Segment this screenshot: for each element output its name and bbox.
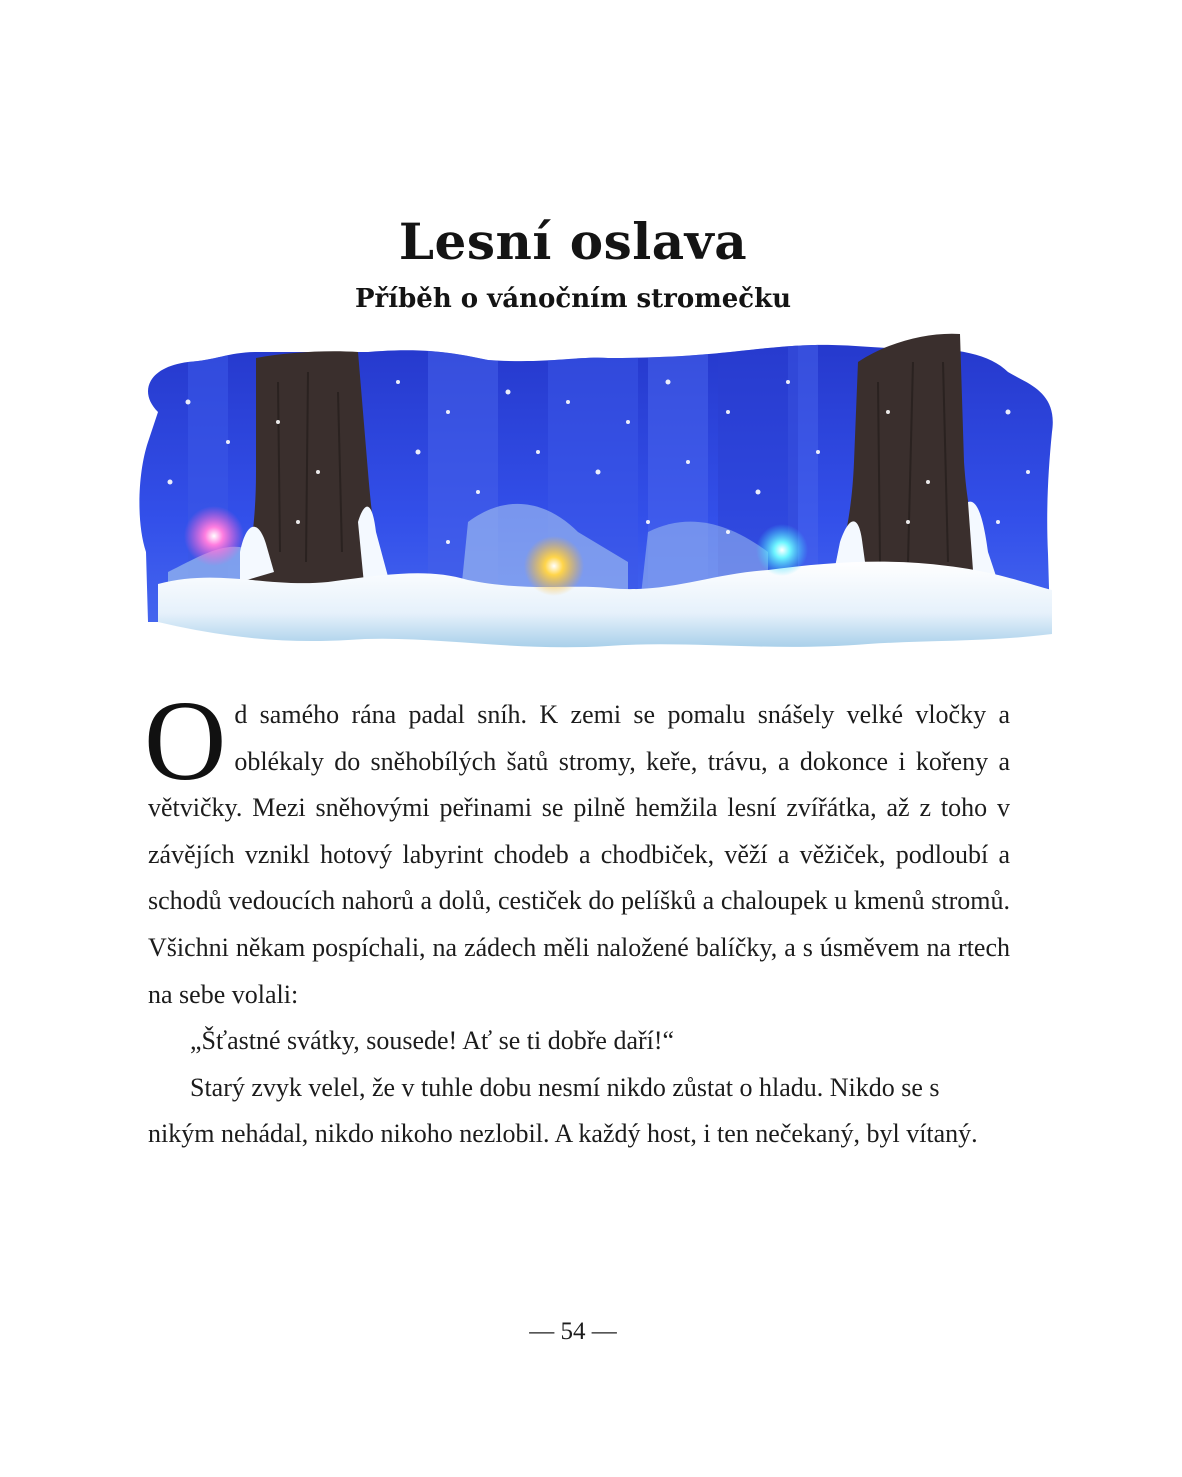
- dropcap-letter: O: [144, 677, 227, 804]
- page-subtitle: Příběh o vánočním stromečku: [354, 284, 792, 314]
- illustration-svg: [128, 322, 1056, 654]
- paragraph-2: „Šťastné svátky, sousede! Ať se ti dobře daří!“: [190, 1026, 675, 1056]
- paragraph-1-text: d samého rána padal sníh. K zemi se pomalu snášely velké vločky a oblékaly do sněhobílých šatů stromy, keře, trávu, a dokonce i kořeny a větvičky. Mezi sněhovými peřinami se pilně hemžila lesní zvířátka, až z toho v závějích vznikl hotový labyrint chodeb a chodbiček, věží a věžiček, podloubí a schodů vedoucích nahorů a dolů, cestiček do pelíšků a chaloupek u kmenů stromů. Všichni někam pospíchali, na zádech měli naložené balíčky, a s úsměvem na rtech na sebe volali:: [148, 700, 1010, 1009]
- story-text: [144, 677, 1010, 1158]
- paragraph-1: [144, 677, 1010, 1018]
- page-number: — 54 —: [529, 1318, 617, 1345]
- page-title: Lesní oslava: [398, 212, 748, 271]
- winter-forest-illustration: [128, 322, 1056, 654]
- paragraph-3: Starý zvyk velel, že v tuhle dobu nesmí nikdo zůstat o hladu. Nikdo se s nikým nehádal, nikdo nikoho nezlobil. A každý host, i ten nečekaný, byl vítaný.: [148, 1072, 978, 1149]
